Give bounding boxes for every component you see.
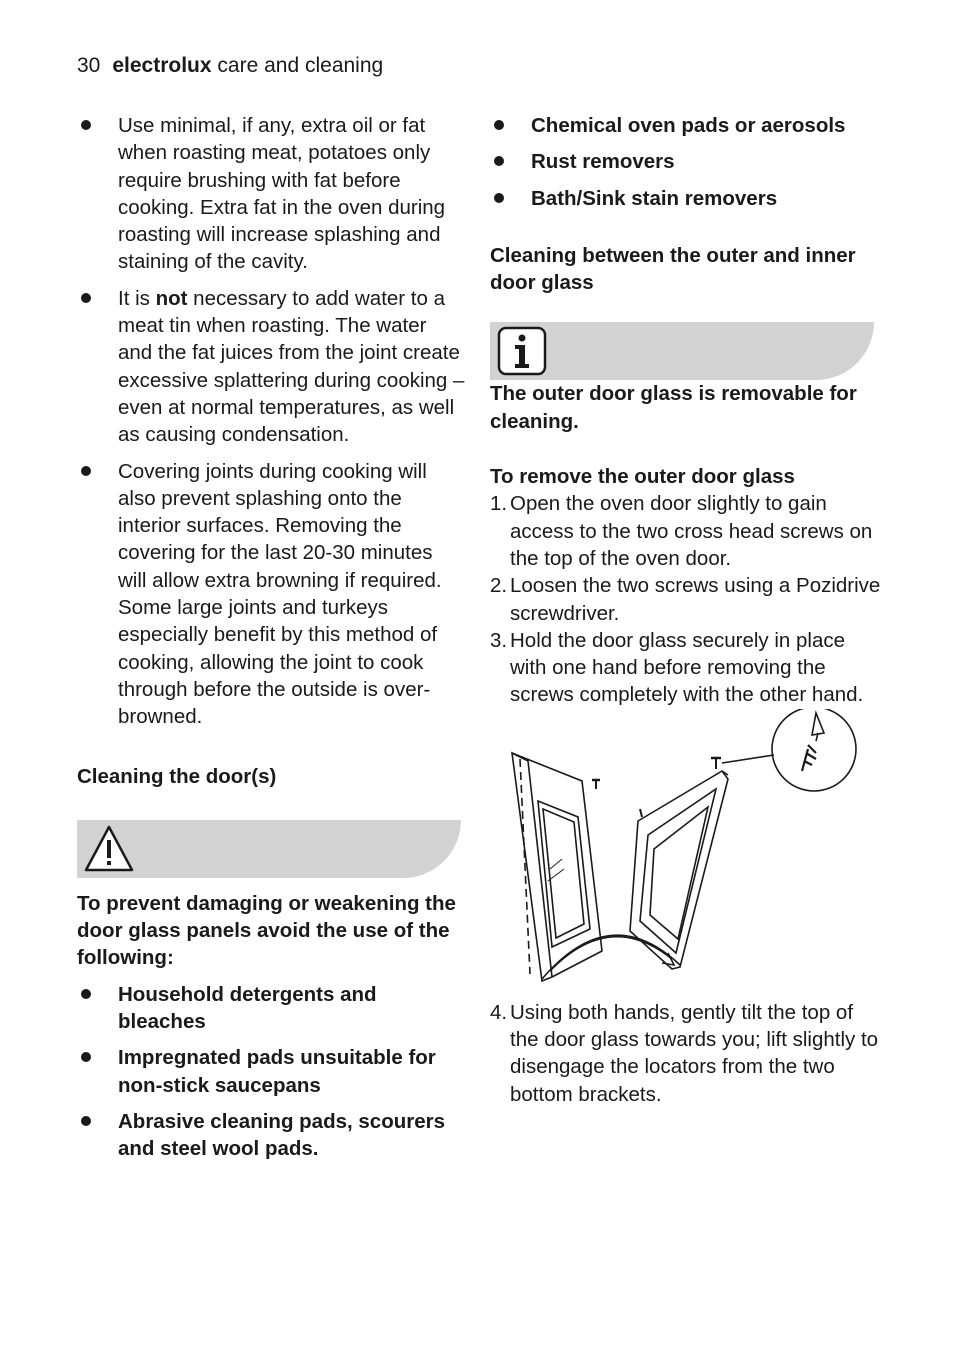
page-number: 30	[77, 54, 101, 77]
info-icon	[496, 326, 548, 376]
list-item-text: Use minimal, if any, extra oil or fat when roasting meat, potatoes only require brushing with fat before cooking. Extra fat in the oven during roasting will increase splashing and staining of the cavity.	[118, 114, 446, 274]
list-item	[490, 572, 882, 627]
bullet-icon	[81, 1052, 91, 1062]
list-item-text: Bath/Sink stain removers	[531, 186, 778, 210]
step-text: Open the oven door slightly to gain access to the two cross head screws on the top of the oven door.	[510, 492, 873, 570]
warning-text: To prevent damaging or weakening the door glass panels avoid the use of the following:	[77, 891, 456, 970]
list-item	[490, 148, 882, 175]
step-text: Loosen the two screws using a Pozidrive screwdriver.	[510, 574, 881, 625]
door-cleaning-heading: Cleaning the door(s)	[77, 764, 277, 788]
list-item	[77, 981, 465, 1036]
list-item-text: Impregnated pads unsuitable for non-stick saucepans	[118, 1046, 436, 1097]
roasting-tips-list	[77, 112, 465, 731]
list-item	[490, 627, 882, 709]
remove-glass-heading: To remove the outer door glass	[490, 465, 795, 489]
list-item-text: Covering joints during cooking will also prevent splashing onto the interior surfaces. Removing the covering for the last 20-30 minutes will allow extra browning if required. Some large joints and turkeys especially benefit by this method of cooking, allowing the joint to cook through before the outside is over-browned.	[118, 459, 442, 729]
info-banner	[490, 322, 874, 380]
list-item-text: necessary to add water to a meat tin when roasting. The water and the fat juices from the joint create excessive splattering during cooking – even at normal temperatures, as well as causing condensation.	[118, 286, 465, 447]
list-item-text: Chemical oven pads or aerosols	[531, 114, 846, 137]
bullet-icon	[494, 193, 504, 203]
step-number: 3.	[490, 628, 508, 652]
list-item	[490, 490, 882, 572]
bullet-icon	[81, 120, 91, 130]
list-item	[77, 1108, 465, 1163]
warning-banner	[77, 820, 461, 878]
list-item-text: Abrasive cleaning pads, scourers and steel wool pads.	[118, 1109, 445, 1161]
bullet-icon	[494, 156, 504, 166]
list-item	[490, 999, 882, 1108]
list-item-text: Household detergents and bleaches	[118, 982, 377, 1034]
list-item	[490, 185, 882, 212]
avoid-list-right	[490, 112, 882, 212]
bullet-icon	[81, 293, 91, 303]
brand-name: electrolux	[112, 54, 212, 77]
info-text: The outer door glass is removable for cleaning.	[490, 382, 857, 433]
removal-step-4	[490, 999, 882, 1108]
bullet-icon	[494, 120, 504, 130]
step-number: 4.	[490, 1000, 508, 1024]
door-glass-removal-illustration	[490, 709, 882, 999]
list-item-text: Rust removers	[531, 150, 675, 174]
section-title: care and cleaning	[217, 54, 384, 77]
bullet-icon	[81, 466, 91, 476]
door-glass-drawing	[490, 709, 882, 999]
step-number: 1.	[490, 492, 508, 516]
glass-cleaning-heading: Cleaning between the outer and inner door glass	[490, 243, 856, 295]
emphasis-text: not	[155, 286, 188, 310]
list-item	[77, 285, 465, 449]
warning-triangle-icon	[83, 824, 135, 874]
list-item	[77, 112, 465, 276]
list-item	[77, 1044, 465, 1099]
right-column	[490, 112, 882, 1108]
page-header	[77, 52, 383, 80]
bullet-icon	[81, 989, 91, 999]
list-item-text: It is	[118, 286, 156, 310]
left-column	[77, 112, 465, 1172]
step-number: 2.	[490, 574, 508, 598]
removal-steps-list	[490, 490, 882, 708]
list-item	[77, 458, 465, 731]
step-text: Hold the door glass securely in place with one hand before removing the screws completely with the other hand.	[510, 628, 864, 707]
step-text: Using both hands, gently tilt the top of the door glass towards you; lift slightly to disengage the locators from the two bottom brackets.	[510, 1000, 879, 1106]
list-item	[490, 112, 882, 139]
avoid-list-left	[77, 981, 465, 1163]
bullet-icon	[81, 1116, 91, 1126]
